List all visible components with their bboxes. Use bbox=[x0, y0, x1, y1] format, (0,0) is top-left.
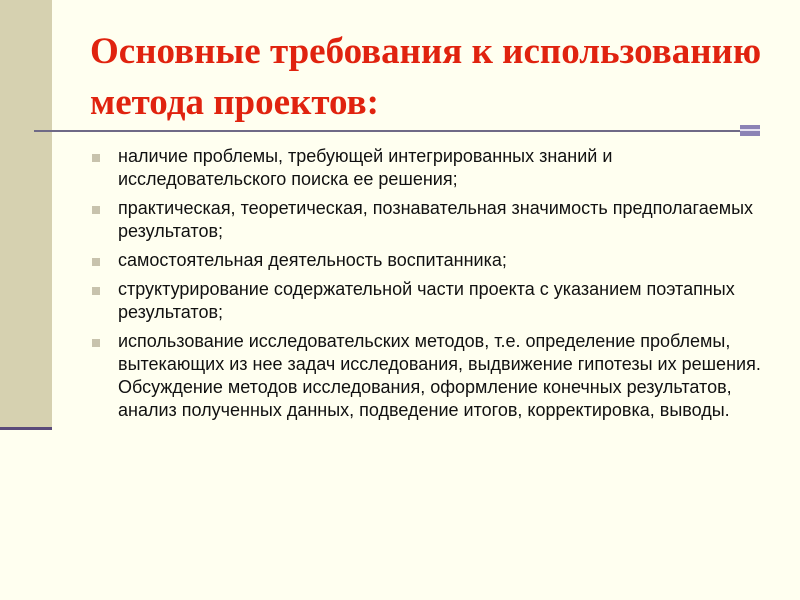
requirements-list bbox=[92, 145, 772, 428]
title-divider bbox=[34, 130, 740, 132]
left-band-accent-line bbox=[0, 427, 52, 430]
bullet-item-5 bbox=[92, 330, 772, 422]
square-bullet-icon bbox=[92, 258, 100, 266]
square-bullet-icon bbox=[92, 339, 100, 347]
bullet-text: практическая, теоретическая, познавательная значимость предполагаемых результатов; bbox=[118, 198, 754, 241]
slide-title: Основные требования к использованию метода проектов: bbox=[90, 31, 762, 123]
bullet-text: использование исследовательских методов, т.е. определение проблемы, вытекающих из нее задач исследования, выдвижение гипотезы их решения. Обсуждение методов исследования, оформление конечных результатов, анализ полученных данных, подведение итогов, корректировка, выводы. bbox=[118, 331, 761, 420]
bullet-item-1 bbox=[92, 145, 772, 191]
square-bullet-icon bbox=[92, 154, 100, 162]
bullet-item-2 bbox=[92, 197, 772, 243]
left-decorative-band bbox=[0, 0, 52, 427]
bullet-text: самостоятельная деятельность воспитанника; bbox=[118, 250, 507, 270]
bullet-item-4 bbox=[92, 278, 772, 324]
square-bullet-icon bbox=[92, 206, 100, 214]
square-bullet-icon bbox=[92, 287, 100, 295]
title-divider-accent bbox=[740, 125, 760, 136]
bullet-item-3 bbox=[92, 249, 772, 272]
bullet-text: структурирование содержательной части проекта с указанием поэтапных результатов; bbox=[118, 279, 735, 322]
bullet-text: наличие проблемы, требующей интегрированных знаний и исследовательского поиска ее решения; bbox=[118, 146, 613, 189]
